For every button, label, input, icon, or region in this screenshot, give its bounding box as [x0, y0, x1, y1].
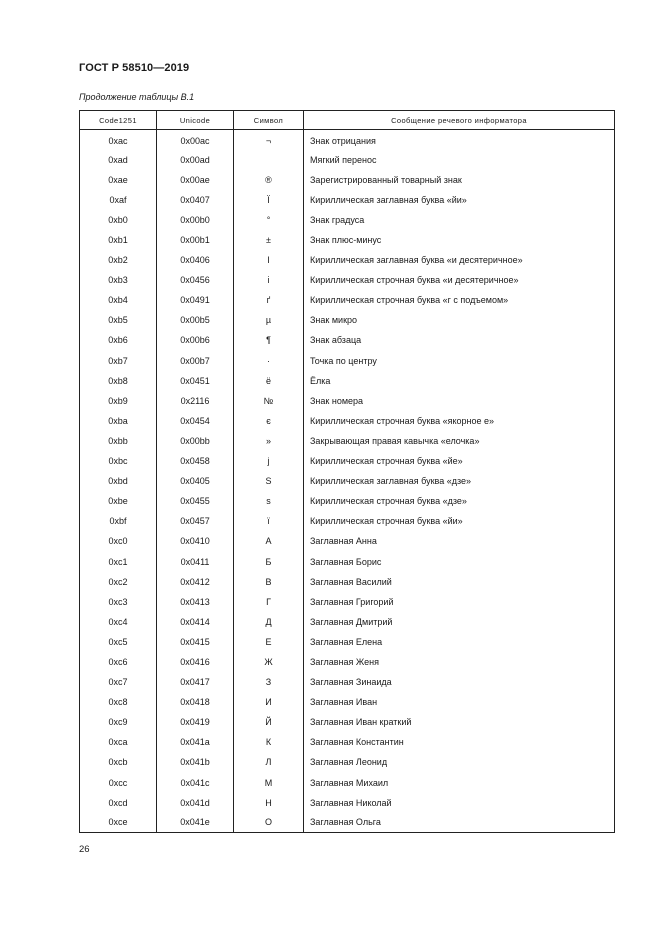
- table-row: [80, 371, 615, 391]
- table-row: [80, 712, 615, 732]
- cell-code1251: 0xc5: [80, 632, 157, 652]
- cell-symbol: К: [234, 732, 304, 752]
- cell-message: Кириллическая строчная буква «г с подъемом»: [304, 290, 615, 310]
- table-body: [80, 130, 615, 833]
- table-row: [80, 210, 615, 230]
- cell-symbol: j: [234, 451, 304, 471]
- page-number: 26: [79, 844, 90, 855]
- cell-code1251: 0xb5: [80, 310, 157, 330]
- cell-symbol: ¶: [234, 330, 304, 350]
- cell-code1251: 0xbc: [80, 451, 157, 471]
- cell-code1251: 0xb2: [80, 250, 157, 270]
- cell-code1251: 0xb9: [80, 391, 157, 411]
- table-row: [80, 572, 615, 592]
- cell-message: Кириллическая строчная буква «йе»: [304, 451, 615, 471]
- cell-symbol: Л: [234, 752, 304, 772]
- cell-message: Знак абзаца: [304, 330, 615, 350]
- cell-code1251: 0xca: [80, 732, 157, 752]
- table-row: [80, 270, 615, 290]
- cell-code1251: 0xc3: [80, 592, 157, 612]
- cell-symbol: Ж: [234, 652, 304, 672]
- cell-unicode: 0x0417: [157, 672, 234, 692]
- cell-message: Заглавная Иван: [304, 692, 615, 712]
- cell-code1251: 0xc1: [80, 551, 157, 571]
- cell-message: Заглавная Константин: [304, 732, 615, 752]
- cell-message: Закрывающая правая кавычка «елочка»: [304, 431, 615, 451]
- cell-message: Заглавная Женя: [304, 652, 615, 672]
- table-row: [80, 813, 615, 833]
- cell-code1251: 0xb0: [80, 210, 157, 230]
- cell-message: Заглавная Леонид: [304, 752, 615, 772]
- cell-message: Заглавная Иван краткий: [304, 712, 615, 732]
- cell-message: Кириллическая строчная буква «и десятеричное»: [304, 270, 615, 290]
- cell-message: Кириллическая строчная буква «дзе»: [304, 491, 615, 511]
- cell-message: Точка по центру: [304, 351, 615, 371]
- cell-symbol: і: [234, 270, 304, 290]
- cell-unicode: 0x0412: [157, 572, 234, 592]
- cell-unicode: 0x041d: [157, 793, 234, 813]
- cell-unicode: 0x00b7: [157, 351, 234, 371]
- cell-unicode: 0x0416: [157, 652, 234, 672]
- table-row: [80, 773, 615, 793]
- cell-unicode: 0x0454: [157, 411, 234, 431]
- cell-unicode: 0x0413: [157, 592, 234, 612]
- table-row: [80, 351, 615, 371]
- cell-code1251: 0xc4: [80, 612, 157, 632]
- cell-symbol: З: [234, 672, 304, 692]
- cell-symbol: S: [234, 471, 304, 491]
- cell-symbol: °: [234, 210, 304, 230]
- cell-symbol: Е: [234, 632, 304, 652]
- cell-message: Заглавная Дмитрий: [304, 612, 615, 632]
- cell-message: Заглавная Анна: [304, 531, 615, 551]
- cell-unicode: 0x0457: [157, 511, 234, 531]
- document-header: ГОСТ Р 58510—2019: [79, 62, 190, 74]
- cell-symbol: Н: [234, 793, 304, 813]
- cell-code1251: 0xcc: [80, 773, 157, 793]
- cell-unicode: 0x0406: [157, 250, 234, 270]
- cell-message: Ёлка: [304, 371, 615, 391]
- cell-symbol: А: [234, 531, 304, 551]
- cell-message: Заглавная Зинаида: [304, 672, 615, 692]
- cell-code1251: 0xb4: [80, 290, 157, 310]
- cell-code1251: 0xbd: [80, 471, 157, 491]
- cell-unicode: 0x00ac: [157, 130, 234, 150]
- cell-message: Знак плюс-минус: [304, 230, 615, 250]
- cell-unicode: 0x2116: [157, 391, 234, 411]
- cell-message: Заглавная Николай: [304, 793, 615, 813]
- cell-code1251: 0xc6: [80, 652, 157, 672]
- cell-code1251: 0xae: [80, 170, 157, 190]
- cell-unicode: 0x00ad: [157, 150, 234, 170]
- cell-symbol: В: [234, 572, 304, 592]
- cell-message: Мягкий перенос: [304, 150, 615, 170]
- cell-symbol: І: [234, 250, 304, 270]
- cell-message: Заглавная Ольга: [304, 813, 615, 833]
- table-row: [80, 793, 615, 813]
- table-row: [80, 652, 615, 672]
- cell-code1251: 0xbb: [80, 431, 157, 451]
- cell-code1251: 0xb3: [80, 270, 157, 290]
- column-header-code1251: Code1251: [80, 111, 157, 130]
- cell-code1251: 0xbe: [80, 491, 157, 511]
- column-header-symbol: Символ: [234, 111, 304, 130]
- table-row: [80, 511, 615, 531]
- table-row: [80, 411, 615, 431]
- cell-symbol: Ї: [234, 190, 304, 210]
- cell-code1251: 0xb8: [80, 371, 157, 391]
- cell-message: Кириллическая заглавная буква «и десятеричное»: [304, 250, 615, 270]
- cell-unicode: 0x0418: [157, 692, 234, 712]
- cell-symbol: ·: [234, 351, 304, 371]
- cell-unicode: 0x0456: [157, 270, 234, 290]
- cell-symbol: ї: [234, 511, 304, 531]
- cell-message: Заглавная Михаил: [304, 773, 615, 793]
- table-row: [80, 150, 615, 170]
- cell-unicode: 0x0415: [157, 632, 234, 652]
- cell-unicode: 0x00ae: [157, 170, 234, 190]
- table-row: [80, 170, 615, 190]
- cell-code1251: 0xbf: [80, 511, 157, 531]
- cell-symbol: [234, 150, 304, 170]
- cell-unicode: 0x0407: [157, 190, 234, 210]
- cell-message: Знак отрицания: [304, 130, 615, 150]
- table-row: [80, 310, 615, 330]
- cell-code1251: 0xaf: [80, 190, 157, 210]
- cell-message: Кириллическая строчная буква «йи»: [304, 511, 615, 531]
- table-row: [80, 672, 615, 692]
- table-row: [80, 732, 615, 752]
- cell-symbol: Д: [234, 612, 304, 632]
- cell-unicode: 0x00b0: [157, 210, 234, 230]
- cell-symbol: И: [234, 692, 304, 712]
- table-row: [80, 391, 615, 411]
- cell-code1251: 0xc8: [80, 692, 157, 712]
- cell-code1251: 0xba: [80, 411, 157, 431]
- cell-unicode: 0x0455: [157, 491, 234, 511]
- cell-unicode: 0x00b5: [157, 310, 234, 330]
- code-table: [79, 110, 615, 833]
- table-row: [80, 592, 615, 612]
- cell-code1251: 0xcd: [80, 793, 157, 813]
- cell-symbol: Й: [234, 712, 304, 732]
- cell-message: Знак градуса: [304, 210, 615, 230]
- cell-message: Знак номера: [304, 391, 615, 411]
- cell-symbol: ґ: [234, 290, 304, 310]
- cell-code1251: 0xc2: [80, 572, 157, 592]
- table-row: [80, 491, 615, 511]
- cell-unicode: 0x0419: [157, 712, 234, 732]
- cell-symbol: µ: [234, 310, 304, 330]
- table-row: [80, 190, 615, 210]
- cell-unicode: 0x041b: [157, 752, 234, 772]
- cell-code1251: 0xce: [80, 813, 157, 833]
- cell-code1251: 0xc7: [80, 672, 157, 692]
- cell-message: Заглавная Василий: [304, 572, 615, 592]
- cell-message: Кириллическая заглавная буква «дзе»: [304, 471, 615, 491]
- cell-message: Знак микро: [304, 310, 615, 330]
- cell-message: Кириллическая строчная буква «якорное е»: [304, 411, 615, 431]
- cell-code1251: 0xb1: [80, 230, 157, 250]
- cell-symbol: є: [234, 411, 304, 431]
- table-row: [80, 130, 615, 150]
- cell-message: Заглавная Елена: [304, 632, 615, 652]
- column-header-unicode: Unicode: [157, 111, 234, 130]
- cell-unicode: 0x0410: [157, 531, 234, 551]
- table-row: [80, 632, 615, 652]
- cell-code1251: 0xb6: [80, 330, 157, 350]
- cell-code1251: 0xcb: [80, 752, 157, 772]
- cell-symbol: ё: [234, 371, 304, 391]
- table-caption: Продолжение таблицы В.1: [79, 92, 195, 102]
- cell-unicode: 0x041e: [157, 813, 234, 833]
- cell-symbol: Б: [234, 551, 304, 571]
- cell-message: Зарегистрированный товарный знак: [304, 170, 615, 190]
- cell-symbol: ®: [234, 170, 304, 190]
- table-row: [80, 752, 615, 772]
- cell-symbol: О: [234, 813, 304, 833]
- cell-symbol: s: [234, 491, 304, 511]
- column-header-message: Сообщение речевого информатора: [304, 111, 615, 130]
- cell-code1251: 0xc9: [80, 712, 157, 732]
- cell-symbol: »: [234, 431, 304, 451]
- cell-symbol: Г: [234, 592, 304, 612]
- cell-unicode: 0x0491: [157, 290, 234, 310]
- table-header-row: [80, 111, 615, 130]
- cell-unicode: 0x041a: [157, 732, 234, 752]
- table-row: [80, 290, 615, 310]
- cell-unicode: 0x00b6: [157, 330, 234, 350]
- cell-unicode: 0x0451: [157, 371, 234, 391]
- cell-unicode: 0x041c: [157, 773, 234, 793]
- table-row: [80, 692, 615, 712]
- cell-code1251: 0xb7: [80, 351, 157, 371]
- cell-symbol: М: [234, 773, 304, 793]
- table-row: [80, 531, 615, 551]
- cell-unicode: 0x00bb: [157, 431, 234, 451]
- cell-message: Заглавная Борис: [304, 551, 615, 571]
- table-row: [80, 250, 615, 270]
- cell-code1251: 0xc0: [80, 531, 157, 551]
- cell-symbol: ±: [234, 230, 304, 250]
- table-row: [80, 330, 615, 350]
- cell-unicode: 0x0458: [157, 451, 234, 471]
- table-row: [80, 551, 615, 571]
- cell-code1251: 0xad: [80, 150, 157, 170]
- cell-symbol: №: [234, 391, 304, 411]
- cell-symbol: ¬: [234, 130, 304, 150]
- cell-unicode: 0x0411: [157, 551, 234, 571]
- cell-unicode: 0x0414: [157, 612, 234, 632]
- cell-message: Кириллическая заглавная буква «йи»: [304, 190, 615, 210]
- cell-message: Заглавная Григорий: [304, 592, 615, 612]
- table-row: [80, 612, 615, 632]
- cell-unicode: 0x00b1: [157, 230, 234, 250]
- table-row: [80, 471, 615, 491]
- cell-code1251: 0xac: [80, 130, 157, 150]
- table-row: [80, 230, 615, 250]
- table-row: [80, 431, 615, 451]
- cell-unicode: 0x0405: [157, 471, 234, 491]
- table-row: [80, 451, 615, 471]
